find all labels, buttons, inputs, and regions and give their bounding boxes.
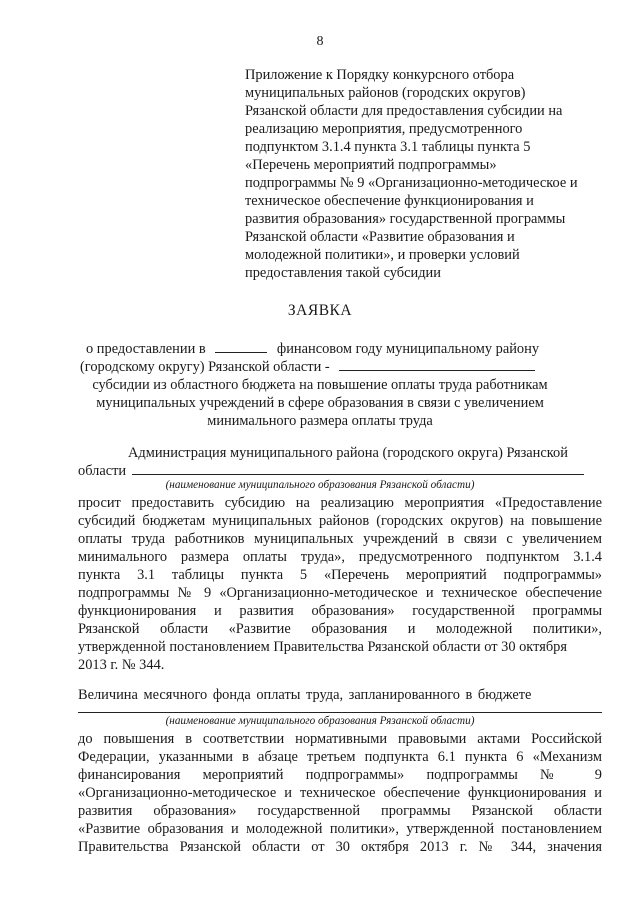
para1-body-line: оплаты труда работников муниципальных учреждений в связи с увеличением [78, 531, 602, 547]
para1-line-1: Администрация муниципального района (городского округа) Рязанской [128, 445, 568, 461]
para1-body-line: минимального размера оплаты труда», предусмотренного подпунктом 3.1.4 [78, 549, 602, 565]
para1-body-line: Рязанской области «Развитие образования и молодежной политики», [78, 621, 602, 637]
appendix-line: предоставления такой субсидии [245, 265, 441, 281]
heading-line-1a: о предоставлении в [86, 341, 206, 357]
para2-body-line: Федерации, указанными в абзаце третьем подпункта 6.1 пункта 6 «Механизм [78, 749, 602, 765]
heading-line-3: субсидии из областного бюджета на повышение оплаты труда работникам [92, 377, 548, 393]
para2-body-line: «Организационно-методическое и техническое обеспечение функционирования и [78, 785, 602, 801]
appendix-line: Приложение к Порядку конкурсного отбора [245, 67, 515, 83]
appendix-line: техническое обеспечение функционирования и [245, 193, 534, 209]
para2-body-line: до повышения в соответствии нормативными правовыми актами Российской [78, 731, 602, 747]
heading-line-2 [80, 358, 535, 376]
document-title: ЗАЯВКА [287, 302, 353, 319]
caption-municipality-2: (наименование муниципального образования Рязанской области) [165, 715, 475, 727]
para1-body-line: субсидий бюджетам муниципальных районов (городских округов) на повышение [78, 513, 602, 529]
heading-line-5: минимального размера оплаты труда [207, 413, 433, 429]
appendix-line: реализацию мероприятия, предусмотренного [245, 121, 523, 137]
para2-body-line: развития образования» государственной программы Рязанской области [78, 803, 602, 819]
municipality-name-rule[interactable] [78, 712, 602, 713]
municipality-blank[interactable] [339, 358, 535, 371]
para2-body-line: Правительства Рязанской области от 30 октября 2013 г. № 344, значения [78, 839, 602, 855]
appendix-line: Рязанской области для предоставления субсидии на [245, 103, 563, 119]
appendix-line: подпрограммы № 9 «Организационно-методическое и [245, 175, 578, 191]
para2-body-line: финансирования мероприятий подпрограммы» подпрограммы № 9 [78, 767, 602, 783]
para1-body-line: функционирования и развития образования» государственной программы [78, 603, 602, 619]
para1-body-line: пункта 3.1 таблицы пункта 5 «Перечень мероприятий подпрограммы» [78, 567, 602, 583]
para1-body-line: подпрограммы № 9 «Организационно-методическое и техническое обеспечение [78, 585, 602, 601]
heading-line-1 [86, 340, 539, 358]
appendix-line: муниципальных районов (городских округов) [245, 85, 526, 101]
caption-municipality: (наименование муниципального образования Рязанской области) [165, 479, 475, 491]
para1-body-line: 2013 г. № 344. [78, 657, 165, 673]
appendix-line: Рязанской области «Развитие образования и [245, 229, 515, 245]
appendix-line: молодежной политики», и проверки условий [245, 247, 520, 263]
para2-body-line: «Развитие образования и молодежной политики», утвержденной постановлением [78, 821, 602, 837]
para1-body-line: просит предоставить субсидию на реализацию мероприятия «Предоставление [78, 495, 602, 511]
page-number: 8 [316, 34, 324, 49]
appendix-line: «Перечень мероприятий подпрограммы» [245, 157, 497, 173]
appendix-line: подпунктом 3.1.4 пункта 3.1 таблицы пункта 5 [245, 139, 531, 155]
heading-line-2-text: (городскому округу) Рязанской области - [80, 359, 330, 375]
municipality-name-blank[interactable] [132, 462, 584, 475]
heading-line-1b: финансовом году муниципальному району [276, 341, 540, 357]
heading-line-4: муниципальных учреждений в сфере образования в связи с увеличением [96, 395, 544, 411]
appendix-line: развития образования» государственной программы [245, 211, 566, 227]
para1-line-2-text: области [78, 463, 127, 479]
appendix-block [245, 66, 590, 282]
para2-line-1: Величина месячного фонда оплаты труда, запланированного в бюджете [78, 687, 532, 703]
year-blank[interactable] [215, 340, 267, 353]
para1-body-line: утвержденной постановлением Правительства Рязанской области от 30 октября [78, 639, 567, 655]
